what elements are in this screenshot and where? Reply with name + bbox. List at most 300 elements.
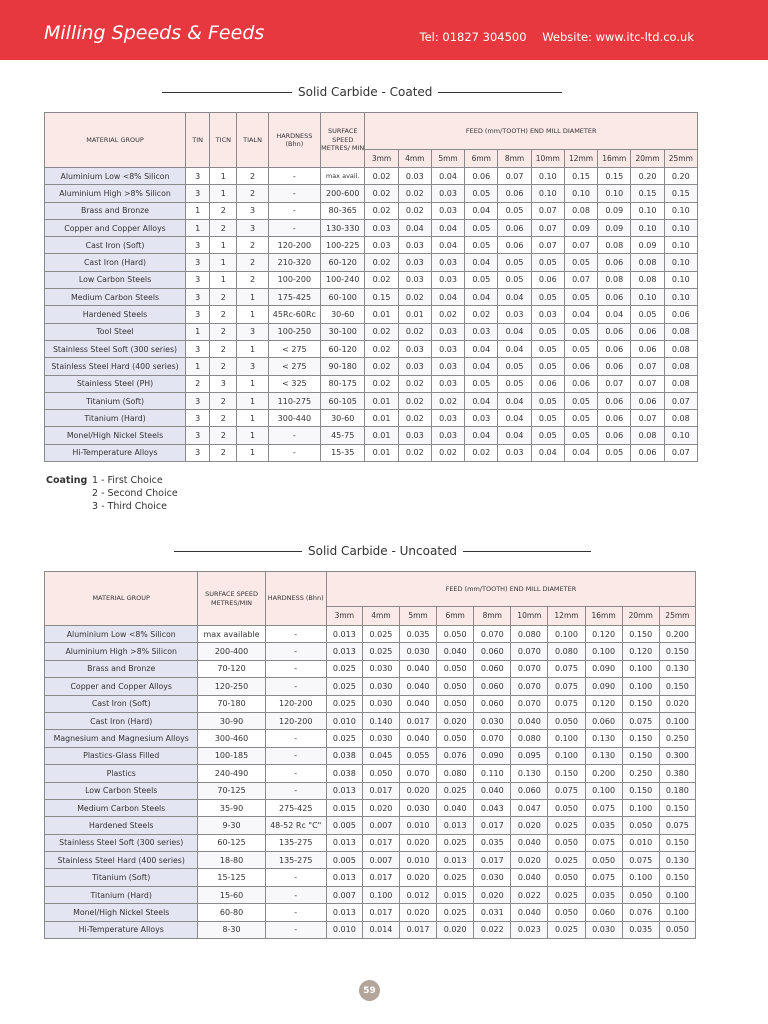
- feed-cell: 0.03: [431, 358, 464, 375]
- feed-cell: 0.007: [362, 817, 399, 834]
- hardness-cell: 210-320: [268, 254, 320, 271]
- feed-cell: 0.050: [362, 765, 399, 782]
- feed-cell: 0.06: [598, 340, 631, 357]
- feed-cell: 0.005: [326, 852, 362, 869]
- material-cell: Stainless Steel Hard (400 series): [45, 852, 198, 869]
- ticn-choice-cell: 2: [210, 427, 237, 444]
- material-cell: Plastics-Glass Filled: [45, 747, 198, 764]
- material-cell: Low Carbon Steels: [45, 271, 186, 288]
- feed-cell: 0.025: [326, 660, 362, 677]
- feed-cell: 0.08: [598, 237, 631, 254]
- feed-cell: 0.150: [622, 626, 659, 643]
- diameter-header: 16mm: [585, 607, 622, 626]
- ticn-choice-cell: 1: [210, 254, 237, 271]
- feed-cell: 0.04: [398, 219, 431, 236]
- feed-cell: 0.05: [598, 444, 631, 461]
- feed-cell: 0.02: [398, 185, 431, 202]
- feed-cell: 0.03: [365, 219, 398, 236]
- material-cell: Magnesium and Magnesium Alloys: [45, 730, 198, 747]
- feed-cell: 0.03: [398, 168, 431, 185]
- feed-cell: 0.040: [511, 834, 548, 851]
- feed-cell: 0.040: [474, 782, 511, 799]
- feed-cell: 0.010: [400, 852, 437, 869]
- feed-cell: 0.020: [511, 817, 548, 834]
- feed-cell: 0.070: [474, 626, 511, 643]
- material-cell: Titanium (Hard): [45, 410, 186, 427]
- feed-cell: 0.03: [398, 427, 431, 444]
- surface-speed-cell: 100-225: [321, 237, 365, 254]
- hardness-cell: -: [265, 782, 326, 799]
- table-row: [45, 799, 696, 816]
- tin-choice-cell: 3: [186, 289, 210, 306]
- feed-cell: 0.05: [465, 185, 498, 202]
- coating-key-item: 1 - First Choice: [92, 475, 163, 486]
- feed-cell: 0.070: [400, 765, 437, 782]
- tin-choice-cell: 3: [186, 427, 210, 444]
- table-row: [45, 358, 698, 375]
- surface-speed-cell: 200-600: [321, 185, 365, 202]
- feed-cell: 0.02: [365, 168, 398, 185]
- feed-cell: 0.05: [498, 202, 531, 219]
- feed-cell: 0.04: [498, 340, 531, 357]
- feed-cell: 0.022: [511, 886, 548, 903]
- feed-cell: 0.05: [465, 375, 498, 392]
- feed-cell: 0.04: [498, 427, 531, 444]
- feed-cell: 0.045: [362, 747, 399, 764]
- feed-cell: 0.130: [659, 660, 695, 677]
- feed-cell: 0.05: [465, 219, 498, 236]
- feed-cell: 0.025: [548, 886, 585, 903]
- feed-cell: 0.040: [400, 678, 437, 695]
- feed-cell: 0.140: [362, 712, 399, 729]
- feed-cell: 0.050: [622, 886, 659, 903]
- table-row: [45, 306, 698, 323]
- material-cell: Titanium (Hard): [45, 886, 198, 903]
- tialn-choice-cell: 1: [237, 444, 268, 461]
- table-row: [45, 375, 698, 392]
- col-surface-speed: SURFACE SPEED METRES/ MIN: [321, 113, 365, 168]
- diameter-header: 4mm: [398, 150, 431, 168]
- uncoated-feeds-table: [44, 571, 696, 939]
- feed-cell: 0.025: [548, 852, 585, 869]
- feed-cell: 0.025: [437, 782, 474, 799]
- surface-speed-cell: 130-330: [321, 219, 365, 236]
- ticn-choice-cell: 1: [210, 237, 237, 254]
- feed-cell: 0.022: [474, 921, 511, 938]
- material-cell: Titanium (Soft): [45, 392, 186, 409]
- diameter-header: 20mm: [622, 607, 659, 626]
- feed-cell: 0.06: [531, 375, 564, 392]
- hardness-cell: -: [265, 643, 326, 660]
- feed-cell: 0.080: [511, 626, 548, 643]
- tialn-choice-cell: 2: [237, 168, 268, 185]
- feed-cell: 0.075: [622, 712, 659, 729]
- feed-cell: 0.05: [564, 410, 597, 427]
- feed-cell: 0.150: [548, 765, 585, 782]
- feed-cell: 0.060: [585, 712, 622, 729]
- feed-cell: 0.050: [437, 678, 474, 695]
- table-row: [45, 834, 696, 851]
- hardness-cell: 300-440: [268, 410, 320, 427]
- feed-cell: 0.150: [622, 695, 659, 712]
- feed-cell: 0.100: [622, 678, 659, 695]
- surface-speed-cell: 70-180: [198, 695, 265, 712]
- feed-cell: 0.02: [398, 202, 431, 219]
- diameter-header: 25mm: [664, 150, 697, 168]
- surface-speed-cell: 60-120: [321, 254, 365, 271]
- table-row: [45, 852, 696, 869]
- feed-cell: 0.15: [365, 289, 398, 306]
- tialn-choice-cell: 2: [237, 185, 268, 202]
- feed-cell: 0.05: [564, 254, 597, 271]
- feed-cell: 0.030: [400, 799, 437, 816]
- feed-cell: 0.07: [631, 410, 664, 427]
- table-row: [45, 678, 696, 695]
- coated-feeds-table: [44, 112, 698, 462]
- feed-cell: 0.09: [598, 219, 631, 236]
- feed-cell: 0.120: [622, 643, 659, 660]
- diameter-header: 6mm: [465, 150, 498, 168]
- feed-cell: 0.100: [362, 886, 399, 903]
- table-row: [45, 444, 698, 461]
- tin-choice-cell: 3: [186, 392, 210, 409]
- title-rule-right: [438, 92, 562, 93]
- material-cell: Monel/High Nickel Steels: [45, 427, 186, 444]
- material-cell: Aluminium Low <8% Silicon: [45, 626, 198, 643]
- feed-cell: 0.04: [431, 168, 464, 185]
- tin-choice-cell: 1: [186, 202, 210, 219]
- feed-cell: 0.04: [465, 202, 498, 219]
- feed-cell: 0.017: [400, 921, 437, 938]
- diameter-header: 12mm: [548, 607, 585, 626]
- surface-speed-cell: 200-400: [198, 643, 265, 660]
- feed-cell: 0.012: [400, 886, 437, 903]
- feed-cell: 0.01: [365, 392, 398, 409]
- diameter-header: 5mm: [400, 607, 437, 626]
- surface-speed-cell: 70-125: [198, 782, 265, 799]
- feed-cell: 0.150: [659, 678, 695, 695]
- material-cell: Copper and Copper Alloys: [45, 678, 198, 695]
- feed-cell: 0.025: [326, 730, 362, 747]
- feed-cell: 0.02: [465, 306, 498, 323]
- feed-cell: 0.035: [400, 626, 437, 643]
- material-cell: Low Carbon Steels: [45, 782, 198, 799]
- material-cell: Plastics: [45, 765, 198, 782]
- feed-cell: 0.10: [664, 254, 697, 271]
- material-cell: Brass and Bronze: [45, 202, 186, 219]
- feed-cell: 0.100: [585, 643, 622, 660]
- feed-cell: 0.02: [398, 323, 431, 340]
- feed-cell: 0.020: [400, 782, 437, 799]
- feed-cell: 0.010: [400, 817, 437, 834]
- table-row: [45, 626, 696, 643]
- feed-cell: 0.02: [398, 410, 431, 427]
- diameter-header: 5mm: [431, 150, 464, 168]
- hardness-cell: -: [268, 168, 320, 185]
- feed-cell: 0.180: [659, 782, 695, 799]
- feed-cell: 0.05: [531, 392, 564, 409]
- feed-cell: 0.06: [631, 340, 664, 357]
- feed-cell: 0.080: [548, 643, 585, 660]
- tialn-choice-cell: 1: [237, 427, 268, 444]
- feed-cell: 0.04: [431, 219, 464, 236]
- feed-cell: 0.013: [437, 852, 474, 869]
- feed-cell: 0.04: [465, 427, 498, 444]
- feed-cell: 0.050: [437, 695, 474, 712]
- feed-cell: 0.05: [531, 340, 564, 357]
- feed-cell: 0.100: [659, 886, 695, 903]
- tin-choice-cell: 3: [186, 306, 210, 323]
- feed-cell: 0.013: [437, 817, 474, 834]
- feed-cell: 0.060: [585, 904, 622, 921]
- feed-cell: 0.070: [511, 660, 548, 677]
- feed-cell: 0.040: [511, 712, 548, 729]
- feed-cell: 0.100: [622, 869, 659, 886]
- feed-cell: 0.07: [664, 392, 697, 409]
- tialn-choice-cell: 1: [237, 410, 268, 427]
- page-header: [0, 0, 768, 60]
- feed-cell: 0.04: [598, 306, 631, 323]
- feed-cell: 0.07: [531, 202, 564, 219]
- feed-cell: 0.04: [498, 323, 531, 340]
- material-cell: Brass and Bronze: [45, 660, 198, 677]
- tialn-choice-cell: 2: [237, 271, 268, 288]
- feed-cell: 0.04: [498, 392, 531, 409]
- feed-cell: 0.04: [465, 254, 498, 271]
- diameter-header: 3mm: [326, 607, 362, 626]
- feed-cell: 0.010: [326, 712, 362, 729]
- feed-cell: 0.015: [437, 886, 474, 903]
- feed-cell: 0.02: [431, 392, 464, 409]
- table-row: [45, 660, 696, 677]
- feed-cell: 0.030: [400, 643, 437, 660]
- feed-cell: 0.100: [622, 660, 659, 677]
- col-hardness: HARDNESS (Bhn): [265, 572, 326, 626]
- surface-speed-cell: 35-90: [198, 799, 265, 816]
- feed-cell: 0.02: [365, 323, 398, 340]
- feed-cell: 0.076: [622, 904, 659, 921]
- surface-speed-cell: 30-60: [321, 306, 365, 323]
- surface-speed-cell: 90-180: [321, 358, 365, 375]
- feed-cell: 0.090: [585, 660, 622, 677]
- feed-cell: 0.100: [659, 712, 695, 729]
- feed-cell: 0.150: [622, 730, 659, 747]
- feed-cell: 0.020: [437, 921, 474, 938]
- feed-cell: 0.025: [326, 695, 362, 712]
- hardness-cell: -: [265, 921, 326, 938]
- feed-cell: 0.020: [400, 904, 437, 921]
- contact-info: [420, 30, 694, 44]
- feed-cell: 0.06: [598, 410, 631, 427]
- table-row: [45, 168, 698, 185]
- surface-speed-cell: 8-30: [198, 921, 265, 938]
- feed-cell: 0.07: [531, 237, 564, 254]
- material-cell: Monel/High Nickel Steels: [45, 904, 198, 921]
- table-row: [45, 904, 696, 921]
- feed-cell: 0.070: [474, 730, 511, 747]
- table-row: [45, 695, 696, 712]
- tin-choice-cell: 3: [186, 237, 210, 254]
- feed-cell: 0.070: [511, 678, 548, 695]
- feed-cell: 0.250: [659, 730, 695, 747]
- feed-cell: 0.01: [365, 427, 398, 444]
- tialn-choice-cell: 3: [237, 323, 268, 340]
- feed-cell: 0.04: [498, 410, 531, 427]
- hardness-cell: 120-200: [265, 695, 326, 712]
- feed-cell: 0.02: [431, 444, 464, 461]
- surface-speed-cell: 60-100: [321, 289, 365, 306]
- hardness-cell: < 275: [268, 358, 320, 375]
- material-cell: Hardened Steels: [45, 817, 198, 834]
- hardness-cell: -: [265, 660, 326, 677]
- table-row: [45, 869, 696, 886]
- feed-cell: 0.05: [531, 410, 564, 427]
- feed-cell: 0.030: [362, 660, 399, 677]
- feed-cell: 0.03: [431, 185, 464, 202]
- col-feed-header: FEED (mm/TOOTH) END MILL DIAMETER: [326, 572, 695, 607]
- feed-cell: 0.013: [326, 782, 362, 799]
- feed-cell: 0.04: [431, 237, 464, 254]
- feed-cell: 0.20: [664, 168, 697, 185]
- ticn-choice-cell: 2: [210, 444, 237, 461]
- feed-cell: 0.04: [465, 358, 498, 375]
- feed-cell: 0.05: [564, 427, 597, 444]
- table-row: [45, 271, 698, 288]
- feed-cell: 0.025: [362, 643, 399, 660]
- feed-cell: 0.060: [511, 782, 548, 799]
- feed-cell: 0.075: [548, 678, 585, 695]
- diameter-header: 10mm: [511, 607, 548, 626]
- feed-cell: 0.100: [548, 626, 585, 643]
- feed-cell: 0.06: [598, 289, 631, 306]
- hardness-cell: 135-275: [265, 852, 326, 869]
- col-surface-speed: SURFACE SPEED METRES/MIN: [198, 572, 265, 626]
- diameter-header: 3mm: [365, 150, 398, 168]
- material-cell: Stainless Steel Soft (300 series): [45, 834, 198, 851]
- feed-cell: 0.15: [564, 168, 597, 185]
- feed-cell: 0.01: [365, 444, 398, 461]
- hardness-cell: -: [268, 219, 320, 236]
- surface-speed-cell: 15-35: [321, 444, 365, 461]
- feed-cell: 0.05: [498, 375, 531, 392]
- feed-cell: 0.03: [431, 271, 464, 288]
- coated-title-label: Solid Carbide - Coated: [298, 85, 433, 99]
- feed-cell: 0.050: [548, 799, 585, 816]
- feed-cell: 0.08: [631, 254, 664, 271]
- feed-cell: 0.025: [326, 678, 362, 695]
- feed-cell: 0.04: [498, 289, 531, 306]
- feed-cell: 0.05: [498, 358, 531, 375]
- material-cell: Medium Carbon Steels: [45, 799, 198, 816]
- feed-cell: 0.100: [548, 747, 585, 764]
- feed-cell: 0.120: [585, 695, 622, 712]
- feed-cell: 0.038: [326, 747, 362, 764]
- feed-cell: 0.07: [564, 237, 597, 254]
- feed-cell: 0.10: [631, 219, 664, 236]
- feed-cell: 0.025: [437, 834, 474, 851]
- feed-cell: 0.04: [465, 392, 498, 409]
- feed-cell: 0.05: [465, 237, 498, 254]
- tin-choice-cell: 3: [186, 410, 210, 427]
- feed-cell: 0.03: [431, 323, 464, 340]
- feed-cell: 0.05: [531, 254, 564, 271]
- tin-choice-cell: 1: [186, 219, 210, 236]
- coating-key: [46, 474, 178, 513]
- col-ticn: TICN: [210, 113, 237, 168]
- tialn-choice-cell: 2: [237, 254, 268, 271]
- feed-cell: 0.017: [362, 834, 399, 851]
- ticn-choice-cell: 2: [210, 410, 237, 427]
- feed-cell: 0.300: [659, 747, 695, 764]
- hardness-cell: 110-275: [268, 392, 320, 409]
- feed-cell: 0.05: [564, 323, 597, 340]
- feed-cell: 0.03: [465, 410, 498, 427]
- feed-cell: 0.02: [365, 271, 398, 288]
- surface-speed-cell: max available: [198, 626, 265, 643]
- tialn-choice-cell: 3: [237, 358, 268, 375]
- feed-cell: 0.05: [531, 427, 564, 444]
- feed-cell: 0.050: [437, 626, 474, 643]
- feed-cell: 0.02: [365, 340, 398, 357]
- col-tin: TIN: [186, 113, 210, 168]
- feed-cell: 0.04: [465, 289, 498, 306]
- feed-cell: 0.040: [511, 904, 548, 921]
- feed-cell: 0.06: [465, 168, 498, 185]
- feed-cell: 0.007: [326, 886, 362, 903]
- feed-cell: 0.03: [398, 358, 431, 375]
- feed-cell: 0.023: [511, 921, 548, 938]
- feed-cell: 0.06: [498, 219, 531, 236]
- feed-cell: 0.250: [622, 765, 659, 782]
- title-rule-left: [174, 551, 302, 552]
- feed-cell: 0.080: [511, 730, 548, 747]
- feed-cell: 0.10: [664, 427, 697, 444]
- feed-cell: 0.09: [598, 202, 631, 219]
- feed-cell: 0.035: [622, 921, 659, 938]
- surface-speed-cell: 100-185: [198, 747, 265, 764]
- table-row: [45, 643, 696, 660]
- hardness-cell: 48-52 Rc "C": [265, 817, 326, 834]
- hardness-cell: 100-250: [268, 323, 320, 340]
- material-cell: Cast Iron (Hard): [45, 254, 186, 271]
- feed-cell: 0.06: [598, 323, 631, 340]
- feed-cell: 0.04: [564, 444, 597, 461]
- feed-cell: 0.100: [659, 904, 695, 921]
- feed-cell: 0.120: [585, 626, 622, 643]
- feed-cell: 0.03: [431, 375, 464, 392]
- feed-cell: 0.075: [548, 660, 585, 677]
- feed-cell: 0.030: [585, 921, 622, 938]
- coating-key-item: 2 - Second Choice: [92, 488, 178, 499]
- feed-cell: 0.09: [631, 237, 664, 254]
- surface-speed-cell: 30-60: [321, 410, 365, 427]
- diameter-header: 10mm: [531, 150, 564, 168]
- feed-cell: 0.075: [585, 834, 622, 851]
- col-tialn: TIALN: [237, 113, 268, 168]
- table-row: [45, 185, 698, 202]
- feed-cell: 0.06: [598, 392, 631, 409]
- ticn-choice-cell: 2: [210, 340, 237, 357]
- website-link[interactable]: Website: www.itc-ltd.co.uk: [542, 30, 694, 44]
- ticn-choice-cell: 2: [210, 219, 237, 236]
- feed-cell: 0.013: [326, 904, 362, 921]
- feed-cell: 0.090: [474, 747, 511, 764]
- feed-cell: 0.040: [400, 660, 437, 677]
- feed-cell: 0.02: [365, 185, 398, 202]
- table-row: [45, 202, 698, 219]
- feed-cell: 0.017: [474, 817, 511, 834]
- hardness-cell: 100-200: [268, 271, 320, 288]
